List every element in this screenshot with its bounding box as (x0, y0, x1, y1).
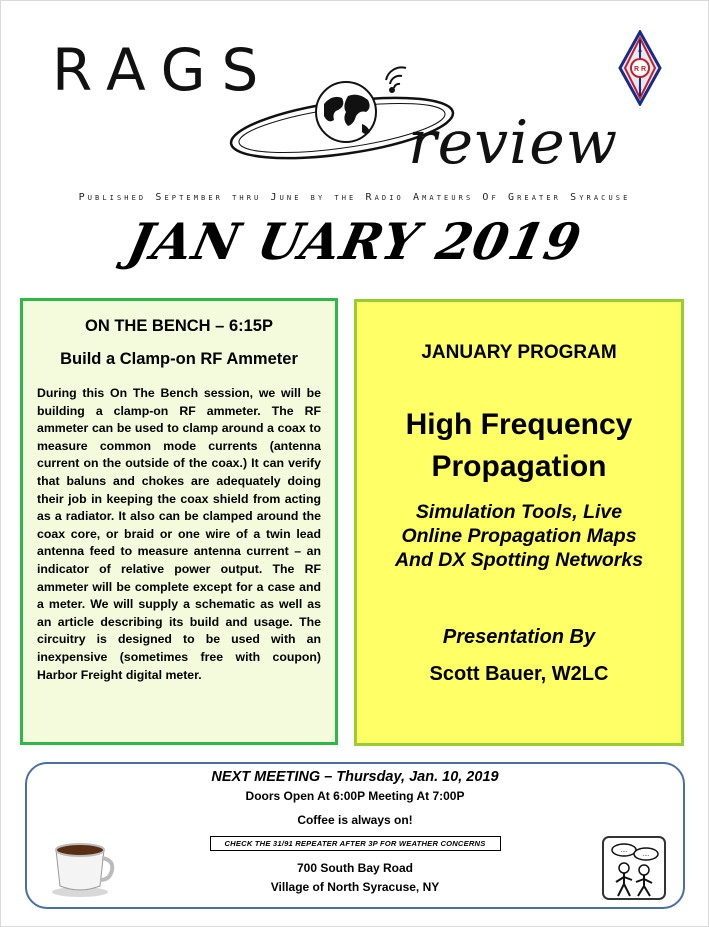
program-heading: JANUARY PROGRAM (421, 342, 617, 363)
svg-text:....: .... (642, 852, 650, 858)
svg-text:....: .... (620, 848, 628, 854)
program-title-line2: Propagation (431, 450, 607, 483)
masthead-rags: RAGS (52, 36, 275, 104)
masthead-review: review (408, 108, 619, 178)
program-sub-line2: Online Propagation Maps (401, 525, 637, 547)
weather-warning: CHECK THE 31/91 REPEATER AFTER 3P FOR WEATHER CONCERNS (210, 836, 501, 851)
issue-month-title (0, 212, 709, 271)
program-title (357, 404, 681, 488)
svg-text:A: A (637, 48, 643, 54)
arrl-diamond-icon (618, 30, 662, 106)
svg-text:R R: R R (633, 66, 647, 73)
program-title-line1: High Frequency (405, 408, 633, 441)
program-subtitle (357, 500, 681, 572)
next-meeting-box (25, 762, 685, 909)
meeting-coffee: Coffee is always on! (297, 813, 413, 827)
bench-body: During this On The Bench session, we will be building a clamp-on RF ammeter. The RF ammeter can be used to clamp around a coax to measure common mode currents (antenna current on the outside of the coax.) It can verify that baluns and chokes are adequately doing their job in keeping the coax shield from acting as a radiator. It also can be clamped around the coax core, or braid or one wire of a twin lead antenna feed to measure antenna current – an indicator of relative power output. The RF ammeter will be complete except for a case and a meter. We will supply a schematic as well as an article describing its build and usage. The circuitry is designed to be used with an inexpensive (sometimes free with coupon) Harbor Freight digital meter. (37, 386, 321, 682)
program-presenter: Scott Bauer, W2LC (429, 663, 609, 685)
bench-heading: ON THE BENCH – 6:15P (85, 317, 273, 335)
published-line: Published September thru June by the Radio Amateurs Of Greater Syracuse (78, 192, 631, 203)
issue-month-text: JAN UARY 2019 (122, 212, 587, 271)
bench-subheading: Build a Clamp-on RF Ammeter (60, 350, 298, 368)
on-the-bench-box (20, 298, 338, 745)
masthead (0, 0, 709, 271)
chatting-people-icon (602, 836, 666, 900)
program-by-label: Presentation By (442, 626, 596, 648)
program-sub-line3: And DX Spotting Networks (394, 549, 644, 571)
svg-text:L: L (638, 86, 642, 92)
program-sub-line1: Simulation Tools, Live (415, 501, 623, 523)
meeting-address-line2: Village of North Syracuse, NY (270, 880, 440, 894)
meeting-next: NEXT MEETING – Thursday, Jan. 10, 2019 (211, 769, 499, 785)
meeting-doors: Doors Open At 6:00P Meeting At 7:00P (245, 789, 465, 803)
coffee-cup-icon (50, 836, 116, 898)
january-program-box (354, 299, 684, 746)
meeting-address-line1: 700 South Bay Road (296, 861, 414, 875)
